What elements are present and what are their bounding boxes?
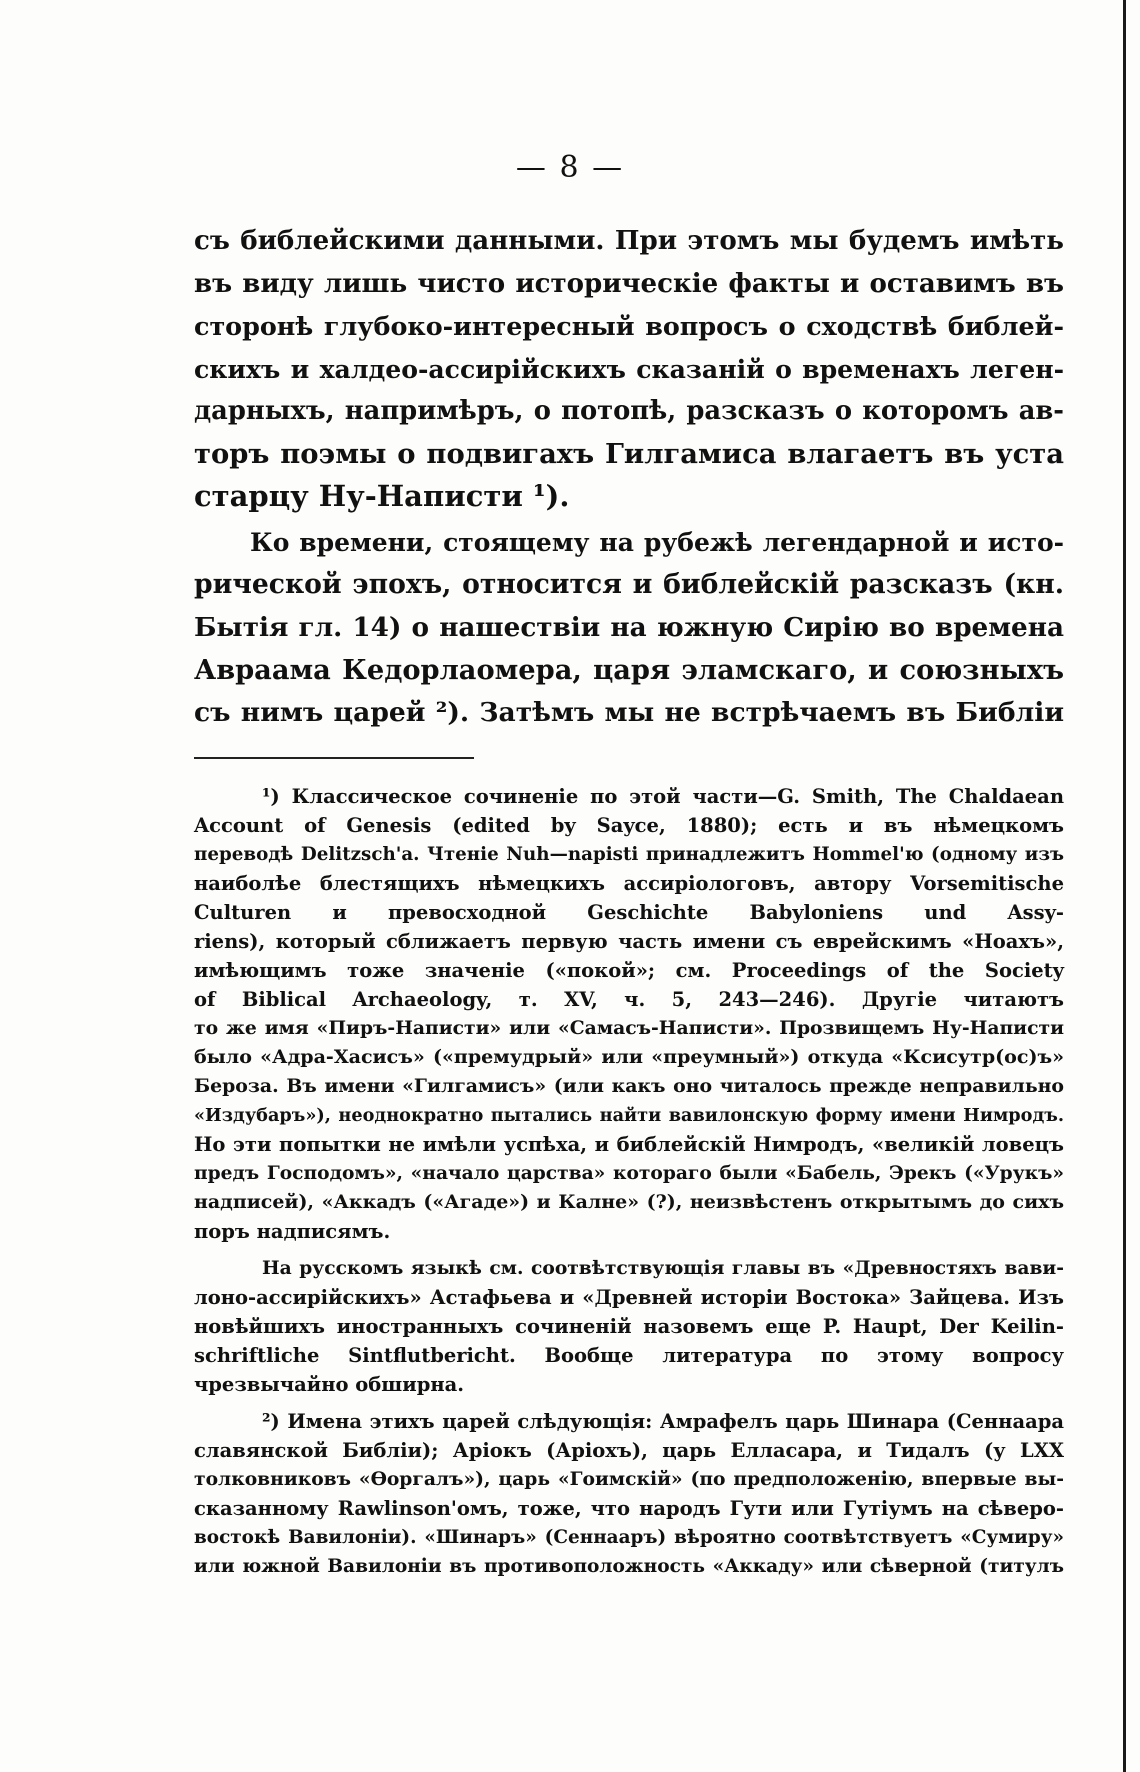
footnote-line: то же имя «Пиръ-Написти» или «Самасъ-Написти». Прозвищемъ Ну-Написти — [194, 1017, 1064, 1039]
footnote-line: ²) Имена этихъ царей слѣдующія: Амрафелъ царь Шинара (Сеннаара — [262, 1410, 1064, 1433]
footnote-separator — [194, 757, 474, 759]
footnote-line: надписей), «Аккадъ («Агаде») и Калне» (?), неизвѣстенъ открытымъ до сихъ — [194, 1191, 1064, 1213]
footnote-line: славянской Библіи); Аріокъ (Аріохъ), царь Елласара, и Тидалъ (у LXX — [194, 1439, 1064, 1462]
footnote-line: Но эти попытки не имѣли успѣха, и библейскій Нимродъ, «великій ловецъ — [194, 1133, 1064, 1156]
footnote-line: ¹) Классическое сочиненіе по этой части—G. Smith, The Chaldaean — [262, 785, 1064, 808]
text-line: съ нимъ царей ²). Затѣмъ мы не встрѣчаемъ въ Библіи — [194, 696, 1064, 728]
footnote-line: востокѣ Вавилоніи). «Шинаръ» (Сеннааръ) вѣроятно соотвѣтствуетъ «Сумиру» — [194, 1527, 1064, 1548]
text-line: скихъ и халдео-ассирійскихъ сказаній о временахъ леген- — [194, 353, 1064, 384]
footnote-line: имѣющимъ тоже значеніе («покой»; см. Proceedings of the Society — [194, 959, 1064, 982]
text-line: съ библейскими данными. При этомъ мы будемъ имѣть — [194, 226, 1064, 256]
footnote-line: Account of Genesis (edited by Sayce, 1880); есть и въ нѣмецкомъ — [194, 814, 1064, 837]
text-line: рической эпохъ, относится и библейскій разсказъ (кн. — [194, 569, 1064, 600]
text-line: въ виду лишь чисто историческіе факты и оставимъ въ — [194, 268, 1064, 299]
page-number: — 8 — — [515, 150, 625, 185]
text-line: старцу Ну-Написти ¹). — [194, 479, 570, 513]
footnote-1-continued — [194, 1254, 1064, 1399]
footnote-line: Culturen и превосходной Geschichte Babyloniens und Assy- — [194, 901, 1064, 924]
text-line: Ко времени, стоящему на рубежѣ легендарной и исто- — [250, 527, 1064, 557]
footnote-line: наиболѣе блестящихъ нѣмецкихъ ассиріологовъ, автору Vorsemitische — [194, 872, 1064, 895]
footnote-line: of Biblical Archaeology, т. XV, ч. 5, 243—246). Другіе читаютъ — [194, 988, 1064, 1011]
footnote-line: «Издубаръ»), неоднократно пытались найти вавилонскую форму имени Нимродъ. — [194, 1105, 1064, 1126]
footnote-line: толковниковъ «Өоргалъ»), царь «Гоимскій» (по предположенію, впервые вы- — [194, 1468, 1064, 1490]
footnote-1 — [194, 782, 1064, 1246]
footnote-line: лоно-ассирійскихъ» Астафьева и «Древней исторіи Востока» Зайцева. Изъ — [194, 1286, 1064, 1309]
footnote-line: чрезвычайно обширна. — [194, 1373, 465, 1396]
text-line: торъ поэмы о подвигахъ Гилгамиса влагаетъ въ уста — [194, 437, 1064, 470]
footnote-line: новѣйшихъ иностранныхъ сочиненій назовемъ еще P. Haupt, Der Keilin- — [194, 1315, 1064, 1338]
paragraph — [194, 220, 1064, 518]
main-text — [194, 220, 1064, 734]
footnote-line: поръ надписямъ. — [194, 1220, 391, 1243]
footnote-line: или южной Вавилоніи въ противоположность «Аккаду» или сѣверной (титулъ — [194, 1556, 1064, 1577]
footnote-line: Бероза. Въ имени «Гилгамисъ» (или какъ оно читалось прежде неправильно — [194, 1075, 1064, 1097]
footnote-line: schriftliche Sintflutbericht. Вообще литература по этому вопросу — [194, 1344, 1064, 1367]
footnote-line: предъ Господомъ», «начало царства» котораго были «Бабель, Эрекъ («Урукъ» — [194, 1162, 1064, 1184]
footnote-line: На русскомъ языкѣ см. соотвѣтствующія главы въ «Древностяхъ вави- — [262, 1257, 1064, 1279]
footnote-line: riens), который сближаетъ первую часть имени съ еврейскимъ «Ноахъ», — [194, 930, 1064, 953]
footnote-line: переводѣ Delitzsch'a. Чтеніе Nuh—napisti принадлежитъ Hommel'ю (одному изъ — [194, 844, 1064, 865]
paragraph — [194, 522, 1064, 735]
footnote-line: было «Адра-Хасисъ» («премудрый» или «преумный») откуда «Ксисутр(ос)ъ» — [194, 1046, 1064, 1068]
footnotes — [194, 782, 1064, 1581]
text-line: дарныхъ, напримѣръ, о потопѣ, разсказъ о которомъ ав- — [194, 396, 1064, 426]
text-line: Бытія гл. 14) о нашествіи на южную Сирію во времена — [194, 611, 1064, 643]
text-line: Авраама Кедорлаомера, царя эламскаго, и союзныхъ — [194, 654, 1064, 686]
text-line: сторонѣ глубоко-интересный вопросъ о сходствѣ библей- — [194, 311, 1064, 341]
footnote-line: сказанному Rawlinson'омъ, тоже, что народъ Гути или Гутіумъ на сѣверо- — [194, 1497, 1064, 1520]
page-edge-shadow — [1123, 0, 1126, 1772]
footnote-2 — [194, 1407, 1064, 1581]
